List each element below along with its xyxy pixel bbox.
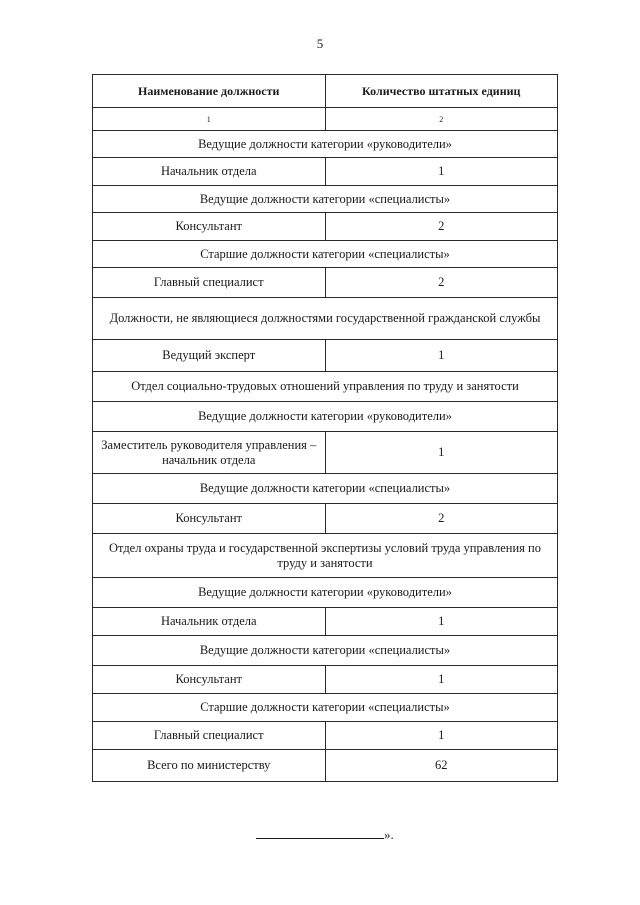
section-title: Отдел социально-трудовых отношений управления по труду и занятости [93,372,558,402]
unit-count: 1 [325,340,558,372]
table-row [93,213,558,241]
table-row [93,722,558,750]
header-position-name: Наименование должности [93,75,326,108]
position-name: Главный специалист [93,722,326,750]
section-header-row [93,372,558,402]
section-header-row [93,578,558,608]
section-header-row [93,474,558,504]
unit-count: 2 [325,504,558,534]
position-name: Начальник отдела [93,158,326,186]
table-row [93,340,558,372]
section-header-row [93,298,558,340]
section-header-row [93,636,558,666]
signature-rule [256,838,384,839]
table-body [93,108,558,782]
table-header-row [93,75,558,108]
position-name: Консультант [93,666,326,694]
position-name: Начальник отдела [93,608,326,636]
section-title: Ведущие должности категории «руководители» [93,578,558,608]
section-title: Ведущие должности категории «руководители» [93,402,558,432]
position-name: Ведущий эксперт [93,340,326,372]
table-row [93,268,558,298]
column-number-2: 2 [325,108,558,131]
table-row [93,504,558,534]
table-row [93,158,558,186]
table-row [93,432,558,474]
section-header-row [93,694,558,722]
section-title: Ведущие должности категории «специалисты» [93,474,558,504]
page-number: 5 [316,36,324,51]
section-title: Старшие должности категории «специалисты» [93,694,558,722]
position-name: Консультант [93,504,326,534]
table-row [93,666,558,694]
section-header-row [93,534,558,578]
unit-count: 2 [325,213,558,241]
section-title: Должности, не являющиеся должностями государственной гражданской службы [93,298,558,340]
unit-count: 2 [325,268,558,298]
section-title: Ведущие должности категории «специалисты» [93,636,558,666]
closing-quote: ». [384,827,394,842]
position-name: Всего по министерству [93,750,326,782]
position-name: Консультант [93,213,326,241]
unit-count: 1 [325,722,558,750]
section-header-row [93,186,558,213]
unit-count: 1 [325,158,558,186]
section-header-row [93,131,558,158]
position-name: Главный специалист [93,268,326,298]
section-header-row [93,402,558,432]
column-number-row [93,108,558,131]
section-header-row [93,241,558,268]
footer-line [256,827,394,843]
section-title: Старшие должности категории «специалисты» [93,241,558,268]
header-unit-count: Количество штатных единиц [325,75,558,108]
section-title: Отдел охраны труда и государственной экспертизы условий труда управления по труду и занятости [93,534,558,578]
position-name: Заместитель руководителя управления – начальник отдела [93,432,326,474]
section-title: Ведущие должности категории «специалисты» [93,186,558,213]
section-title: Ведущие должности категории «руководители» [93,131,558,158]
unit-count: 1 [325,666,558,694]
unit-count: 62 [325,750,558,782]
unit-count: 1 [325,432,558,474]
table-row [93,750,558,782]
table-row [93,608,558,636]
column-number-1: 1 [93,108,326,131]
unit-count: 1 [325,608,558,636]
staffing-table [92,74,558,782]
